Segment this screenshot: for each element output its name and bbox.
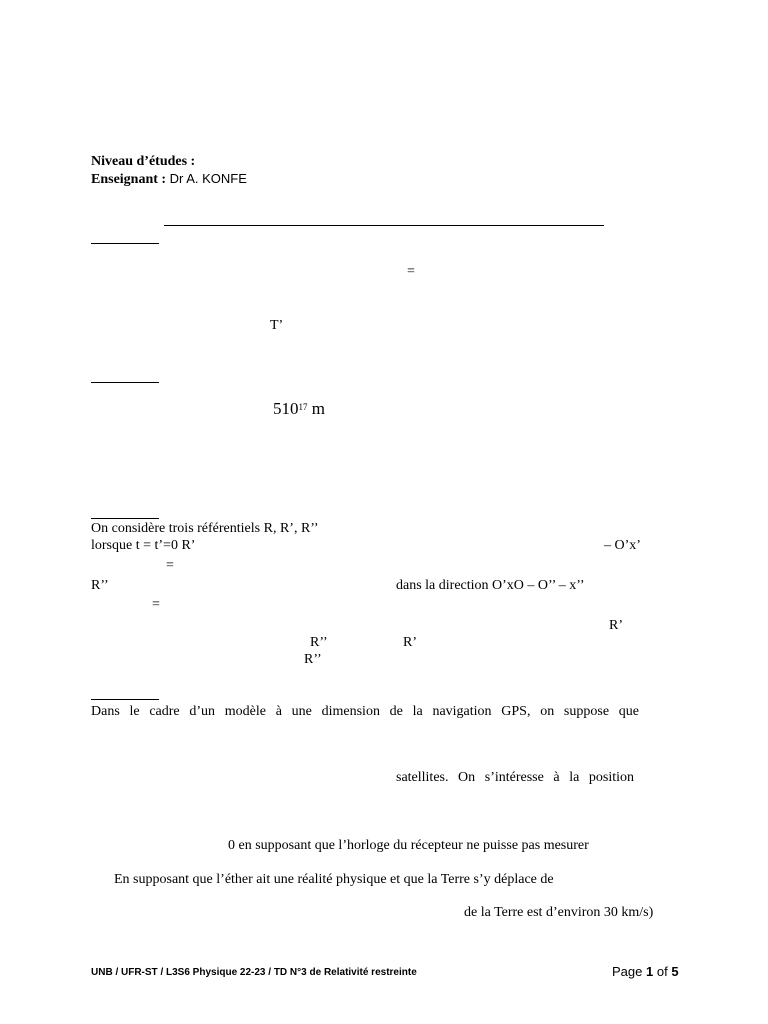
exercise-2-heading-rule: [91, 382, 159, 383]
ex2-value: [273, 399, 325, 419]
ex3-line1: On considère trois référentiels R, R’, R’’: [91, 521, 319, 536]
ex3-rprime-a: R’: [609, 618, 623, 633]
ex3-equals-a: =: [166, 558, 174, 573]
ex4-line1: Dans le cadre d’un modèle à une dimension de la navigation GPS, on suppose que: [91, 704, 639, 719]
level-label: Niveau d’études :: [91, 154, 196, 169]
ex4-line3: 0 en supposant que l’horloge du récepteur ne puisse pas mesurer: [228, 838, 589, 853]
ex5-line1: En supposant que l’éther ait une réalité physique et que la Terre s’y déplace de: [114, 872, 554, 887]
ex2-value-exponent: 17: [298, 402, 308, 412]
ex3-line2-left: lorsque t = t’=0 R’: [91, 538, 196, 553]
footer-page-word: Page: [612, 964, 643, 979]
ex5-line2: de la Terre est d’environ 30 km/s): [464, 905, 654, 920]
footer-page-current: 1: [646, 964, 654, 979]
teacher-line: [91, 171, 247, 188]
ex3-line4-right: dans la direction O’xO – O’’ – x’’: [396, 578, 585, 593]
ex4-line2: satellites. On s’intéresse à la position: [396, 770, 634, 785]
ex1-equals: =: [407, 264, 415, 279]
title-underline: [164, 225, 604, 226]
ex3-line2-right: – O’x’: [604, 538, 641, 553]
exercise-4-heading-rule: [91, 699, 159, 700]
ex3-equals-b: =: [152, 597, 160, 612]
ex3-line4-left: R’’: [91, 578, 109, 593]
teacher-label: Enseignant :: [91, 172, 167, 187]
exercise-3-heading-rule: [91, 518, 159, 519]
teacher-name: Dr A. KONFE: [169, 171, 247, 186]
ex3-rpp-c: R’’: [304, 652, 322, 667]
ex3-rpp-b: R’’: [310, 635, 328, 650]
footer-of-word: of: [656, 964, 668, 979]
ex2-value-base: 510: [273, 399, 299, 418]
ex3-rprime-b: R’: [403, 635, 417, 650]
exercise-1-heading-rule: [91, 243, 159, 244]
ex1-tprime: T’: [270, 318, 284, 333]
footer-page-total: 5: [671, 964, 679, 979]
footer-course: UNB / UFR-ST / L3S6 Physique 22-23 / TD N°3 de Relativité restreinte: [91, 967, 417, 978]
ex2-value-unit: m: [311, 399, 325, 418]
footer-page-number: [612, 964, 679, 979]
